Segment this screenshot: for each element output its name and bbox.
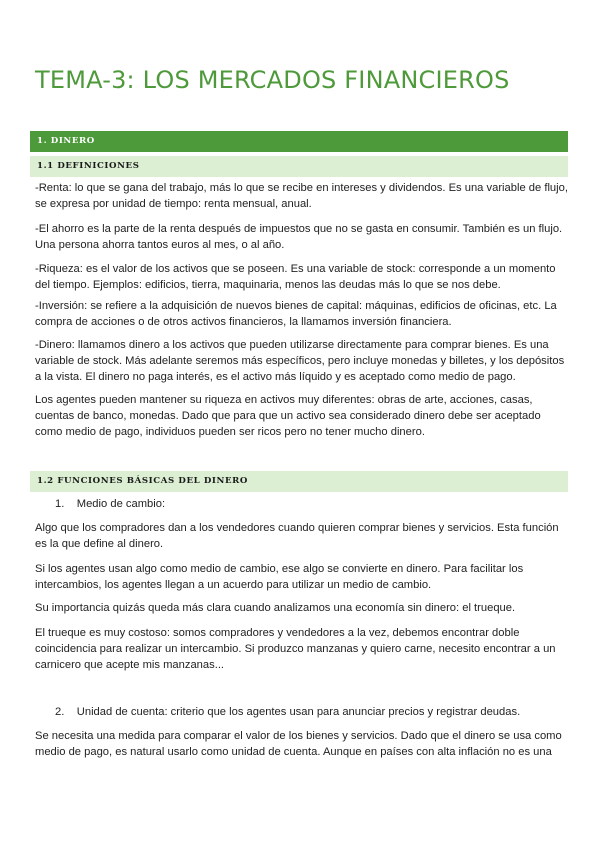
subsection-header-funciones: 1.2 FUNCIONES BÁSICAS DEL DINERO [30, 471, 568, 492]
definition-inversion: -Inversión: se refiere a la adquisición de nuevos bienes de capital: máquinas, edificios de oficinas, etc. La compra de acciones o de otros activos financieros, la llamamos inversión financiera. [35, 300, 557, 328]
paragraph-trueque: Su importancia quizás queda más clara cuando analizamos una economía sin dinero: el trueque. [35, 602, 516, 614]
list-item-unidad-de-cuenta: 2. Unidad de cuenta: criterio que los agentes usan para anunciar precios y registrar deudas. [55, 706, 521, 718]
definition-renta: -Renta: lo que se gana del trabajo, más lo que se recibe en intereses y dividendos. Es una variable de flujo, se expresa por unidad de tiempo: renta mensual, anual. [35, 182, 568, 210]
definition-ahorro: -El ahorro es la parte de la renta después de impuestos que no se gasta en consumir. También es un flujo. Una persona ahorra tantos euros al mes, o al año. [35, 223, 563, 251]
paragraph-agentes: Si los agentes usan algo como medio de cambio, ese algo se convierte en dinero. Para facilitar los intercambios, los agentes llegan a un acuerdo para utilizar un medio de cambio. [35, 563, 524, 591]
paragraph-unidad-cuenta: Se necesita una medida para comparar el valor de los bienes y servicios. Dado que el dinero se usa como medio de pago, es natural usarlo como unidad de cuenta. Aunque en países con alta inflación no es una [35, 730, 562, 758]
list-item-medio-de-cambio: 1. Medio de cambio: [55, 498, 166, 510]
paragraph-riqueza-activos: Los agentes pueden mantener su riqueza en activos muy diferentes: obras de arte, acciones, casas, cuentas de banco, monedas. Dado que para que un activo sea considerado dinero debe ser aceptado como medio de pago, individuos pueden ser ricos pero no tener mucho dinero. [35, 394, 541, 438]
paragraph-medio-cambio: Algo que los compradores dan a los vendedores cuando quieren comprar bienes y servicios. Esta función es la que define al dinero. [35, 522, 559, 550]
definition-dinero: -Dinero: llamamos dinero a los activos que pueden utilizarse directamente para comprar bienes. Es una variable de stock. Más adelante seremos más específicos, pero incluye monedas y billetes, y los depósitos a la vista. El dinero no paga interés, es el activo más líquido y es aceptado como medio de pago. [35, 339, 565, 383]
paragraph-trueque-costoso: El trueque es muy costoso: somos compradores y vendedores a la vez, debemos encontrar doble coincidencia para realizar un intercambio. Si produzco manzanas y quiero carne, necesito encontrar a un carnicero que acepte mis manzanas... [35, 627, 556, 671]
subsection-header-definiciones: 1.1 DEFINICIONES [30, 156, 568, 177]
definition-riqueza: -Riqueza: es el valor de los activos que se poseen. Es una variable de stock: corresponde a un momento del tiempo. Ejemplos: edificios, tierra, maquinaria, menos las deudas más lo que se nos debe. [35, 263, 556, 291]
section-header-dinero: 1. DINERO [30, 131, 568, 152]
document-title: TEMA-3: LOS MERCADOS FINANCIEROS [35, 66, 510, 94]
